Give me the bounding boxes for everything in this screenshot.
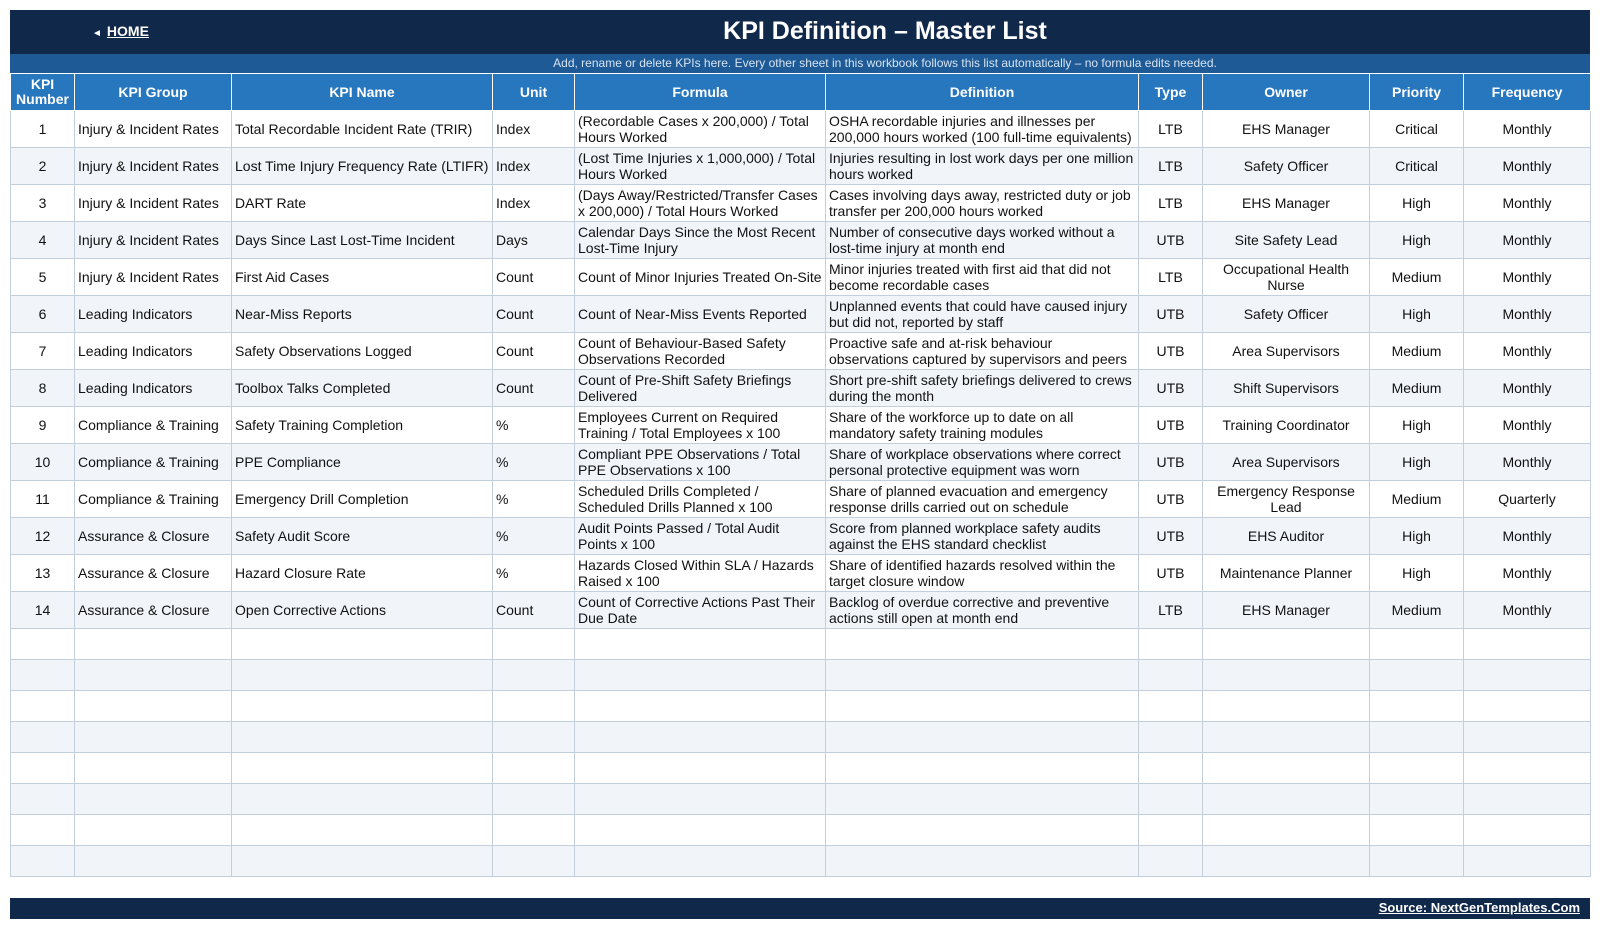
col-priority-empty-cell[interactable] [1370, 629, 1464, 660]
col-priority-cell[interactable]: High [1370, 407, 1464, 444]
col-frequency-cell[interactable]: Monthly [1464, 444, 1591, 481]
col-kpi-name-empty-cell[interactable] [232, 753, 493, 784]
col-type-cell[interactable]: UTB [1139, 407, 1203, 444]
col-definition-header[interactable]: Definition [826, 74, 1139, 111]
table-row [11, 555, 1591, 592]
col-type-cell[interactable]: LTB [1139, 111, 1203, 148]
col-kpi-group-empty-cell[interactable] [75, 629, 232, 660]
table-row [11, 592, 1591, 629]
col-definition-cell[interactable]: Unplanned events that could have caused injury but did not, reported by staff [826, 296, 1139, 333]
col-frequency-cell[interactable]: Monthly [1464, 333, 1591, 370]
col-owner-empty-cell[interactable] [1203, 629, 1370, 660]
col-owner-cell[interactable]: Safety Officer [1203, 148, 1370, 185]
col-owner-cell[interactable]: Safety Officer [1203, 296, 1370, 333]
col-kpi-number-empty-cell[interactable] [11, 784, 75, 815]
col-kpi-number-cell[interactable]: 9 [11, 407, 75, 444]
col-kpi-name-cell[interactable]: PPE Compliance [232, 444, 493, 481]
col-kpi-group-empty-cell[interactable] [75, 815, 232, 846]
page-title: KPI Definition – Master List [723, 17, 1047, 45]
col-kpi-number-cell[interactable]: 8 [11, 370, 75, 407]
col-priority-cell[interactable]: High [1370, 185, 1464, 222]
col-formula-cell[interactable]: Calendar Days Since the Most Recent Lost-Time Injury [575, 222, 826, 259]
col-formula-empty-cell[interactable] [575, 660, 826, 691]
col-definition-cell[interactable]: Short pre-shift safety briefings delivered to crews during the month [826, 370, 1139, 407]
col-kpi-number-cell[interactable]: 12 [11, 518, 75, 555]
col-formula-empty-cell[interactable] [575, 722, 826, 753]
col-unit-cell[interactable]: Index [493, 148, 575, 185]
col-formula-cell[interactable]: (Recordable Cases x 200,000) / Total Hours Worked [575, 111, 826, 148]
title-bar [10, 10, 1590, 54]
col-type-cell[interactable]: UTB [1139, 296, 1203, 333]
col-type-empty-cell[interactable] [1139, 722, 1203, 753]
col-owner-cell[interactable]: Emergency Response Lead [1203, 481, 1370, 518]
col-kpi-group-empty-cell[interactable] [75, 846, 232, 877]
col-unit-empty-cell[interactable] [493, 815, 575, 846]
col-definition-empty-cell[interactable] [826, 846, 1139, 877]
footer-bar [10, 898, 1590, 919]
table-row [11, 111, 1591, 148]
col-kpi-group-cell[interactable]: Leading Indicators [75, 370, 232, 407]
empty-row [11, 784, 1591, 815]
col-priority-empty-cell[interactable] [1370, 846, 1464, 877]
col-definition-cell[interactable]: Minor injuries treated with first aid that did not become recordable cases [826, 259, 1139, 296]
col-definition-cell[interactable]: Share of identified hazards resolved within the target closure window [826, 555, 1139, 592]
col-type-empty-cell[interactable] [1139, 784, 1203, 815]
col-kpi-group-cell[interactable]: Leading Indicators [75, 333, 232, 370]
col-formula-cell[interactable]: Count of Corrective Actions Past Their Due Date [575, 592, 826, 629]
col-formula-cell[interactable]: Count of Minor Injuries Treated On-Site [575, 259, 826, 296]
col-owner-cell[interactable]: Area Supervisors [1203, 444, 1370, 481]
col-kpi-group-cell[interactable]: Injury & Incident Rates [75, 259, 232, 296]
col-owner-cell[interactable]: Occupational Health Nurse [1203, 259, 1370, 296]
col-definition-cell[interactable]: Cases involving days away, restricted duty or job transfer per 200,000 hours worked [826, 185, 1139, 222]
empty-row [11, 815, 1591, 846]
col-frequency-cell[interactable]: Monthly [1464, 555, 1591, 592]
col-priority-cell[interactable]: Medium [1370, 592, 1464, 629]
col-owner-cell[interactable]: EHS Auditor [1203, 518, 1370, 555]
col-kpi-name-empty-cell[interactable] [232, 815, 493, 846]
col-kpi-number-cell[interactable]: 1 [11, 111, 75, 148]
col-frequency-cell[interactable]: Monthly [1464, 407, 1591, 444]
col-type-empty-cell[interactable] [1139, 691, 1203, 722]
col-owner-cell[interactable]: EHS Manager [1203, 185, 1370, 222]
col-formula-cell[interactable]: Scheduled Drills Completed / Scheduled Drills Planned x 100 [575, 481, 826, 518]
col-formula-cell[interactable]: Compliant PPE Observations / Total PPE Observations x 100 [575, 444, 826, 481]
col-definition-cell[interactable]: Number of consecutive days worked without a lost-time injury at month end [826, 222, 1139, 259]
col-kpi-name-cell[interactable]: Safety Observations Logged [232, 333, 493, 370]
col-priority-cell[interactable]: High [1370, 518, 1464, 555]
col-kpi-number-cell[interactable]: 10 [11, 444, 75, 481]
col-frequency-empty-cell[interactable] [1464, 784, 1591, 815]
col-definition-cell[interactable]: Injuries resulting in lost work days per one million hours worked [826, 148, 1139, 185]
col-owner-header[interactable]: Owner [1203, 74, 1370, 111]
col-owner-cell[interactable]: Area Supervisors [1203, 333, 1370, 370]
col-formula-cell[interactable]: Count of Pre-Shift Safety Briefings Delivered [575, 370, 826, 407]
col-unit-header[interactable]: Unit [493, 74, 575, 111]
col-unit-empty-cell[interactable] [493, 753, 575, 784]
col-unit-cell[interactable]: Index [493, 185, 575, 222]
col-priority-cell[interactable]: Medium [1370, 259, 1464, 296]
col-kpi-name-header[interactable]: KPI Name [232, 74, 493, 111]
col-kpi-group-cell[interactable]: Compliance & Training [75, 481, 232, 518]
col-kpi-group-cell[interactable]: Injury & Incident Rates [75, 185, 232, 222]
col-priority-cell[interactable]: High [1370, 555, 1464, 592]
col-type-cell[interactable]: UTB [1139, 333, 1203, 370]
col-frequency-empty-cell[interactable] [1464, 691, 1591, 722]
col-formula-cell[interactable]: Audit Points Passed / Total Audit Points x 100 [575, 518, 826, 555]
col-kpi-group-cell[interactable]: Injury & Incident Rates [75, 222, 232, 259]
col-definition-cell[interactable]: OSHA recordable injuries and illnesses per 200,000 hours worked (100 full-time equivalents) [826, 111, 1139, 148]
col-kpi-name-cell[interactable]: Safety Audit Score [232, 518, 493, 555]
col-priority-cell[interactable]: Critical [1370, 111, 1464, 148]
kpi-sheet [10, 10, 1590, 877]
col-kpi-number-header[interactable]: KPI Number [11, 74, 75, 111]
empty-row [11, 691, 1591, 722]
col-owner-cell[interactable]: Shift Supervisors [1203, 370, 1370, 407]
col-formula-empty-cell[interactable] [575, 753, 826, 784]
col-priority-cell[interactable]: Medium [1370, 481, 1464, 518]
col-unit-cell[interactable]: Count [493, 370, 575, 407]
col-priority-cell[interactable]: High [1370, 296, 1464, 333]
col-priority-cell[interactable]: High [1370, 222, 1464, 259]
col-frequency-empty-cell[interactable] [1464, 722, 1591, 753]
col-priority-empty-cell[interactable] [1370, 753, 1464, 784]
col-owner-cell[interactable]: EHS Manager [1203, 111, 1370, 148]
header-row [11, 74, 1591, 111]
col-frequency-cell[interactable]: Monthly [1464, 111, 1591, 148]
col-unit-cell[interactable]: % [493, 518, 575, 555]
col-definition-cell[interactable]: Score from planned workplace safety audits against the EHS standard checklist [826, 518, 1139, 555]
col-formula-empty-cell[interactable] [575, 815, 826, 846]
col-owner-cell[interactable]: EHS Manager [1203, 592, 1370, 629]
col-unit-cell[interactable]: Count [493, 259, 575, 296]
col-unit-cell[interactable]: % [493, 555, 575, 592]
col-unit-empty-cell[interactable] [493, 660, 575, 691]
col-kpi-number-empty-cell[interactable] [11, 846, 75, 877]
col-definition-empty-cell[interactable] [826, 660, 1139, 691]
col-formula-empty-cell[interactable] [575, 629, 826, 660]
col-priority-cell[interactable]: Medium [1370, 333, 1464, 370]
col-owner-cell[interactable]: Maintenance Planner [1203, 555, 1370, 592]
col-frequency-cell[interactable]: Monthly [1464, 370, 1591, 407]
col-frequency-empty-cell[interactable] [1464, 815, 1591, 846]
col-type-empty-cell[interactable] [1139, 753, 1203, 784]
col-kpi-number-empty-cell[interactable] [11, 753, 75, 784]
col-unit-cell[interactable]: % [493, 481, 575, 518]
col-frequency-cell[interactable]: Monthly [1464, 518, 1591, 555]
col-kpi-number-empty-cell[interactable] [11, 660, 75, 691]
col-definition-empty-cell[interactable] [826, 815, 1139, 846]
col-owner-empty-cell[interactable] [1203, 753, 1370, 784]
col-kpi-name-cell[interactable]: Emergency Drill Completion [232, 481, 493, 518]
col-kpi-number-cell[interactable]: 2 [11, 148, 75, 185]
col-type-cell[interactable]: LTB [1139, 259, 1203, 296]
table-row [11, 444, 1591, 481]
col-type-empty-cell[interactable] [1139, 660, 1203, 691]
col-owner-empty-cell[interactable] [1203, 815, 1370, 846]
empty-row [11, 846, 1591, 877]
col-kpi-group-cell[interactable]: Compliance & Training [75, 407, 232, 444]
col-definition-empty-cell[interactable] [826, 753, 1139, 784]
col-kpi-name-cell[interactable]: Days Since Last Lost-Time Incident [232, 222, 493, 259]
empty-row [11, 722, 1591, 753]
col-unit-cell[interactable]: Count [493, 592, 575, 629]
col-frequency-header[interactable]: Frequency [1464, 74, 1591, 111]
col-kpi-number-cell[interactable]: 3 [11, 185, 75, 222]
col-unit-empty-cell[interactable] [493, 784, 575, 815]
col-type-cell[interactable]: UTB [1139, 481, 1203, 518]
table-row [11, 296, 1591, 333]
col-type-cell[interactable]: UTB [1139, 518, 1203, 555]
col-unit-cell[interactable]: % [493, 444, 575, 481]
col-kpi-number-empty-cell[interactable] [11, 815, 75, 846]
col-priority-cell[interactable]: High [1370, 444, 1464, 481]
col-definition-empty-cell[interactable] [826, 784, 1139, 815]
col-kpi-group-cell[interactable]: Assurance & Closure [75, 555, 232, 592]
col-kpi-name-cell[interactable]: DART Rate [232, 185, 493, 222]
home-label: HOME [106, 23, 149, 39]
col-type-header[interactable]: Type [1139, 74, 1203, 111]
col-formula-empty-cell[interactable] [575, 691, 826, 722]
col-kpi-name-cell[interactable]: Hazard Closure Rate [232, 555, 493, 592]
col-frequency-cell[interactable]: Monthly [1464, 259, 1591, 296]
col-formula-cell[interactable]: (Days Away/Restricted/Transfer Cases x 200,000) / Total Hours Worked [575, 185, 826, 222]
col-kpi-name-empty-cell[interactable] [232, 629, 493, 660]
col-formula-cell[interactable]: Employees Current on Required Training / Total Employees x 100 [575, 407, 826, 444]
col-unit-cell[interactable]: % [493, 407, 575, 444]
col-owner-empty-cell[interactable] [1203, 846, 1370, 877]
col-type-cell[interactable]: UTB [1139, 444, 1203, 481]
col-type-cell[interactable]: UTB [1139, 555, 1203, 592]
table-body [11, 111, 1591, 877]
col-definition-cell[interactable]: Backlog of overdue corrective and preventive actions still open at month end [826, 592, 1139, 629]
kpi-table [10, 73, 1591, 877]
col-type-cell[interactable]: UTB [1139, 370, 1203, 407]
col-kpi-group-cell[interactable]: Compliance & Training [75, 444, 232, 481]
col-frequency-cell[interactable]: Monthly [1464, 185, 1591, 222]
col-definition-cell[interactable]: Share of planned evacuation and emergency response drills carried out on schedule [826, 481, 1139, 518]
col-kpi-group-cell[interactable]: Injury & Incident Rates [75, 111, 232, 148]
col-type-empty-cell[interactable] [1139, 629, 1203, 660]
col-priority-empty-cell[interactable] [1370, 722, 1464, 753]
col-kpi-group-empty-cell[interactable] [75, 722, 232, 753]
col-kpi-number-empty-cell[interactable] [11, 722, 75, 753]
col-formula-empty-cell[interactable] [575, 846, 826, 877]
col-priority-header[interactable]: Priority [1370, 74, 1464, 111]
col-definition-empty-cell[interactable] [826, 691, 1139, 722]
empty-row [11, 753, 1591, 784]
table-row [11, 333, 1591, 370]
col-frequency-cell[interactable]: Monthly [1464, 592, 1591, 629]
col-formula-empty-cell[interactable] [575, 784, 826, 815]
col-frequency-cell[interactable]: Monthly [1464, 222, 1591, 259]
col-kpi-name-empty-cell[interactable] [232, 722, 493, 753]
table-row [11, 259, 1591, 296]
col-kpi-name-cell[interactable]: Total Recordable Incident Rate (TRIR) [232, 111, 493, 148]
col-type-cell[interactable]: LTB [1139, 148, 1203, 185]
col-kpi-name-empty-cell[interactable] [232, 784, 493, 815]
col-kpi-name-cell[interactable]: Toolbox Talks Completed [232, 370, 493, 407]
col-frequency-empty-cell[interactable] [1464, 846, 1591, 877]
col-unit-cell[interactable]: Index [493, 111, 575, 148]
col-definition-empty-cell[interactable] [826, 722, 1139, 753]
col-owner-empty-cell[interactable] [1203, 691, 1370, 722]
col-owner-empty-cell[interactable] [1203, 660, 1370, 691]
page-subtitle: Add, rename or delete KPIs here. Every other sheet in this workbook follows this list automatically – no formula edits needed. [10, 54, 1590, 73]
col-kpi-group-cell[interactable]: Assurance & Closure [75, 518, 232, 555]
col-kpi-name-empty-cell[interactable] [232, 691, 493, 722]
col-kpi-name-cell[interactable]: First Aid Cases [232, 259, 493, 296]
table-row [11, 222, 1591, 259]
source-link[interactable]: Source: NextGenTemplates.Com [1378, 900, 1580, 915]
col-kpi-number-cell[interactable]: 11 [11, 481, 75, 518]
col-kpi-group-cell[interactable]: Injury & Incident Rates [75, 148, 232, 185]
empty-row [11, 660, 1591, 691]
col-kpi-name-cell[interactable]: Near-Miss Reports [232, 296, 493, 333]
col-frequency-empty-cell[interactable] [1464, 753, 1591, 784]
col-priority-cell[interactable]: Medium [1370, 370, 1464, 407]
col-kpi-name-cell[interactable]: Safety Training Completion [232, 407, 493, 444]
col-kpi-number-cell[interactable]: 14 [11, 592, 75, 629]
col-kpi-group-cell[interactable]: Assurance & Closure [75, 592, 232, 629]
col-unit-cell[interactable]: Days [493, 222, 575, 259]
col-definition-cell[interactable]: Share of the workforce up to date on all mandatory safety training modules [826, 407, 1139, 444]
col-kpi-name-cell[interactable]: Lost Time Injury Frequency Rate (LTIFR) [232, 148, 493, 185]
col-frequency-cell[interactable]: Monthly [1464, 148, 1591, 185]
empty-row [11, 629, 1591, 660]
col-kpi-number-cell[interactable]: 5 [11, 259, 75, 296]
col-type-cell[interactable]: LTB [1139, 185, 1203, 222]
col-owner-cell[interactable]: Training Coordinator [1203, 407, 1370, 444]
col-kpi-group-empty-cell[interactable] [75, 753, 232, 784]
col-type-cell[interactable]: UTB [1139, 222, 1203, 259]
col-unit-cell[interactable]: Count [493, 296, 575, 333]
col-definition-cell[interactable]: Share of workplace observations where correct personal protective equipment was worn [826, 444, 1139, 481]
col-kpi-number-cell[interactable]: 13 [11, 555, 75, 592]
col-kpi-name-cell[interactable]: Open Corrective Actions [232, 592, 493, 629]
col-kpi-number-cell[interactable]: 7 [11, 333, 75, 370]
col-kpi-number-cell[interactable]: 4 [11, 222, 75, 259]
col-kpi-group-empty-cell[interactable] [75, 691, 232, 722]
col-unit-empty-cell[interactable] [493, 846, 575, 877]
col-kpi-number-cell[interactable]: 6 [11, 296, 75, 333]
col-kpi-group-cell[interactable]: Leading Indicators [75, 296, 232, 333]
col-owner-empty-cell[interactable] [1203, 722, 1370, 753]
table-row [11, 148, 1591, 185]
col-frequency-cell[interactable]: Monthly [1464, 296, 1591, 333]
col-formula-header[interactable]: Formula [575, 74, 826, 111]
col-kpi-number-empty-cell[interactable] [11, 629, 75, 660]
col-definition-empty-cell[interactable] [826, 629, 1139, 660]
col-unit-cell[interactable]: Count [493, 333, 575, 370]
col-priority-cell[interactable]: Critical [1370, 148, 1464, 185]
col-kpi-name-empty-cell[interactable] [232, 660, 493, 691]
col-type-empty-cell[interactable] [1139, 846, 1203, 877]
table-row [11, 481, 1591, 518]
col-unit-empty-cell[interactable] [493, 722, 575, 753]
col-kpi-name-empty-cell[interactable] [232, 846, 493, 877]
table-row [11, 370, 1591, 407]
col-type-cell[interactable]: LTB [1139, 592, 1203, 629]
col-kpi-group-empty-cell[interactable] [75, 660, 232, 691]
col-priority-empty-cell[interactable] [1370, 784, 1464, 815]
col-formula-cell[interactable]: (Lost Time Injuries x 1,000,000) / Total Hours Worked [575, 148, 826, 185]
col-unit-empty-cell[interactable] [493, 629, 575, 660]
col-frequency-empty-cell[interactable] [1464, 660, 1591, 691]
col-owner-cell[interactable]: Site Safety Lead [1203, 222, 1370, 259]
col-type-empty-cell[interactable] [1139, 815, 1203, 846]
col-priority-empty-cell[interactable] [1370, 691, 1464, 722]
col-priority-empty-cell[interactable] [1370, 815, 1464, 846]
back-arrow-icon: ◄ [92, 28, 102, 39]
col-kpi-group-header[interactable]: KPI Group [75, 74, 232, 111]
col-owner-empty-cell[interactable] [1203, 784, 1370, 815]
table-row [11, 518, 1591, 555]
col-frequency-empty-cell[interactable] [1464, 629, 1591, 660]
col-definition-cell[interactable]: Proactive safe and at-risk behaviour observations captured by supervisors and peers [826, 333, 1139, 370]
col-unit-empty-cell[interactable] [493, 691, 575, 722]
table-row [11, 407, 1591, 444]
col-priority-empty-cell[interactable] [1370, 660, 1464, 691]
col-formula-cell[interactable]: Hazards Closed Within SLA / Hazards Raised x 100 [575, 555, 826, 592]
col-frequency-cell[interactable]: Quarterly [1464, 481, 1591, 518]
table-row [11, 185, 1591, 222]
col-formula-cell[interactable]: Count of Near-Miss Events Reported [575, 296, 826, 333]
col-kpi-group-empty-cell[interactable] [75, 784, 232, 815]
col-formula-cell[interactable]: Count of Behaviour-Based Safety Observations Recorded [575, 333, 826, 370]
col-kpi-number-empty-cell[interactable] [11, 691, 75, 722]
